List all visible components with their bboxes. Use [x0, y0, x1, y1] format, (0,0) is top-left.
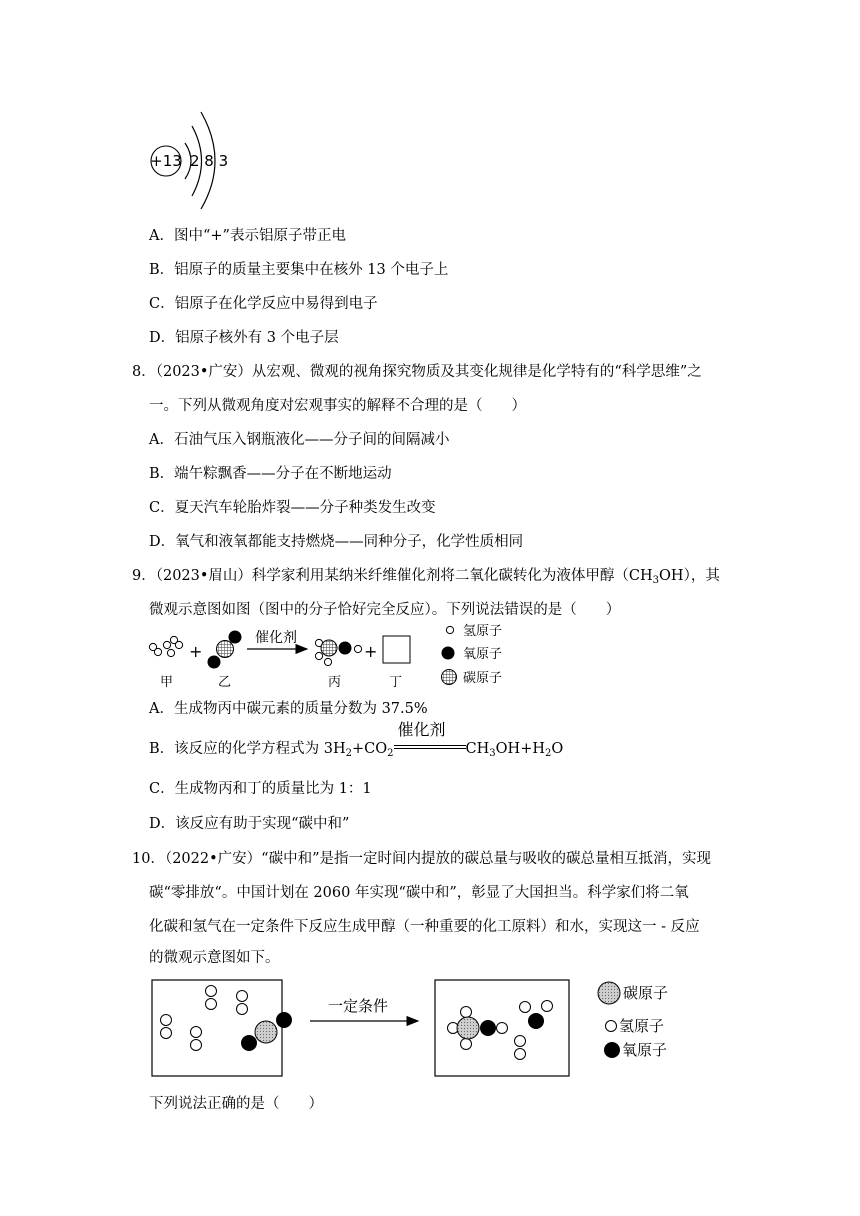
legend-hydrogen-label: 氢原子: [619, 1017, 665, 1035]
q9-option-a: A．生成物丙中碳元素的质量分数为 37.5%: [149, 701, 428, 717]
q10-reaction-diagram: [148, 976, 688, 1080]
q10-question: 下列说法正确的是（ ）: [149, 1096, 323, 1112]
q9-reaction-diagram: [143, 620, 523, 692]
electron-config: 2 8 3: [190, 152, 229, 170]
q8-stem-line2: 一。下列从微观角度对宏观事实的解释不合理的是（ ）: [149, 398, 526, 414]
q8-option-c: C．夏天汽车轮胎炸裂——分子种类发生改变: [149, 500, 436, 516]
q7-option-a: A．图中“+”表示铝原子带正电: [149, 228, 346, 244]
q9-stem-line2: 微观示意图如图（图中的分子恰好完全反应）。下列说法错误的是（ ）: [149, 602, 621, 618]
legend-carbon-label: 碳原子: [623, 984, 669, 1002]
legend-carbon-icon: [442, 670, 457, 685]
catalyst-label: 催化剂: [255, 630, 297, 646]
label-bing: 丙: [328, 675, 342, 690]
equation-catalyst: 催化剂: [397, 720, 446, 739]
q7-option-c: C．铝原子在化学反应中易得到电子: [149, 296, 378, 312]
q9-option-d: D．该反应有助于实现“碳中和”: [149, 816, 350, 832]
product-d-box: [383, 636, 410, 663]
legend-oxygen-icon: [442, 647, 455, 660]
legend-carbon-label: 碳原子: [463, 671, 503, 686]
legend-oxygen-icon: [604, 1042, 620, 1058]
catalyst-equals-sign: [394, 720, 466, 753]
q8-option-d: D．氧气和液氧都能支持燃烧——同种分子，化学性质相同: [149, 534, 524, 550]
legend-hydrogen-icon: [606, 1021, 617, 1032]
condition-label: 一定条件: [328, 997, 389, 1015]
q8-option-b: B．端午粽飘香——分子在不断地运动: [149, 466, 392, 482]
label-yi: 乙: [218, 675, 232, 690]
reactant-co2-molecule: [208, 631, 242, 669]
legend-hydrogen-label: 氢原子: [463, 624, 503, 639]
plus-sign-2: +: [364, 642, 378, 661]
plus-sign-1: +: [189, 642, 203, 661]
q8-option-a: A．石油气压入钢瓶液化——分子间的间隔减小: [149, 432, 450, 448]
reactant-h2-molecules: [149, 636, 182, 656]
legend-oxygen-label: 氧原子: [622, 1041, 668, 1059]
q7-option-d: D．铝原子核外有 3 个电子层: [149, 330, 339, 346]
product-ch3oh-molecule: [315, 639, 361, 665]
legend-carbon-icon: [598, 982, 620, 1004]
q10-stem-line4: 的微观示意图如下。: [149, 950, 280, 966]
label-jia: 甲: [160, 675, 174, 690]
q10-stem-line3: 化碳和氢气在一定条件下反应生成甲醇（一种重要的化工原料）和水，实现这一 - 反应: [149, 919, 700, 935]
q9-option-c: C．生成物丙和丁的质量比为 1：1: [149, 781, 372, 797]
label-ding: 丁: [389, 675, 403, 690]
q7-option-b: B．铝原子的质量主要集中在核外 13 个电子上: [149, 262, 449, 278]
nucleus-charge: +13: [150, 152, 182, 170]
q9-stem-line1: 9．（2023•眉山）科学家利用某纳米纤维催化剂将二氧化碳转化为液体甲醇$(CH_3OH)$，其: [132, 568, 720, 586]
q8-stem-line1: 8．（2023•广安）从宏观、微观的视角探究物质及其变化规律是化学特有的“科学思维”之: [132, 364, 702, 380]
aluminum-atom-diagram: [145, 108, 235, 212]
q10-stem-line2: 碳“零排放“。中国计划在 2060 年实现“碳中和”，彰显了大国担当。科学家们将二氧: [149, 885, 689, 901]
legend-hydrogen-icon: [446, 626, 453, 633]
q9-option-b: B．该反应的化学方程式为 $3H_2+CO_2$ 催化剂 $CH_3OH+H_2O$: [149, 737, 563, 759]
q10-stem-line1: 10．（2022•广安）“碳中和”是指一定时间内提放的碳总量与吸收的碳总量相互抵消，实现: [132, 851, 711, 867]
legend-oxygen-label: 氧原子: [463, 647, 503, 662]
